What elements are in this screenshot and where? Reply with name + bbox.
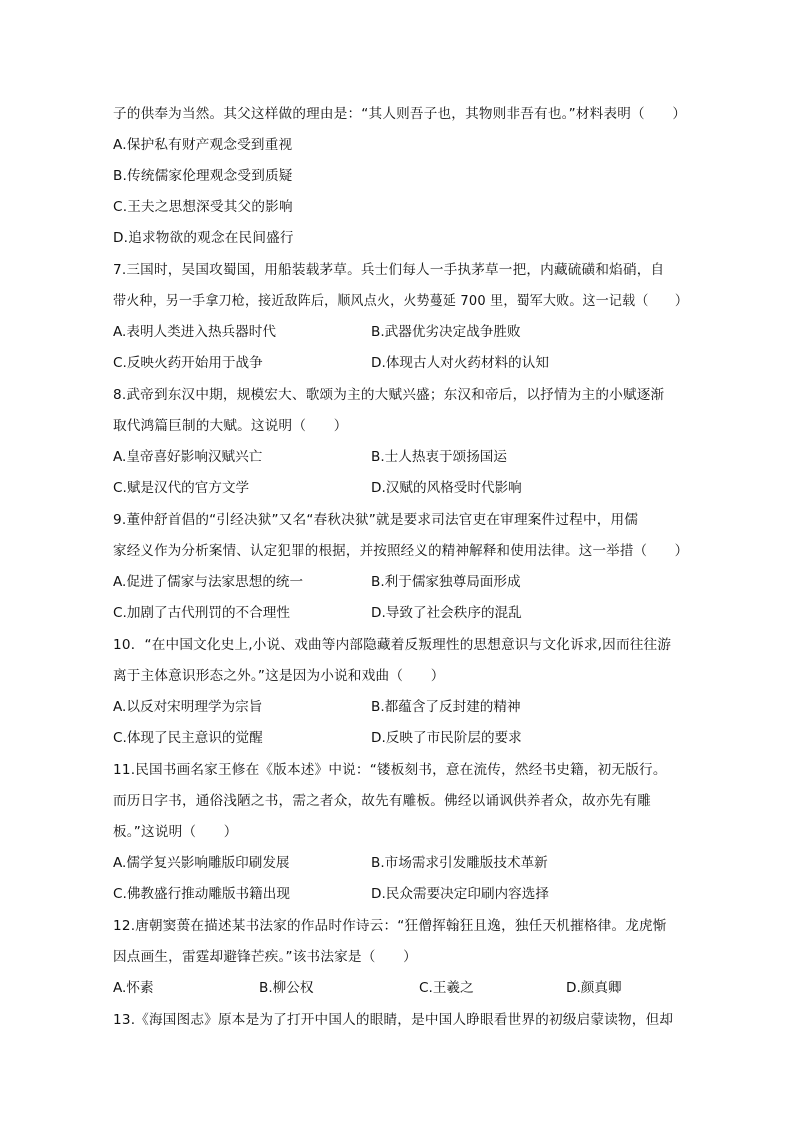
option-a: A.促进了儒家与法家思想的统一 bbox=[113, 574, 304, 590]
question-10-line: 离于主体意识形态之外。”这是因为小说和戏曲（ ） bbox=[113, 668, 445, 684]
option-a: A.表明人类进入热兵器时代 bbox=[113, 324, 276, 340]
option-a: A.儒学复兴影响雕版印刷发展 bbox=[113, 855, 290, 871]
question-9-line: 9.董仲舒首倡的“引经决狱”又名“春秋决狱”就是要求司法官吏在审理案件过程中，用儒 bbox=[113, 512, 639, 528]
option-c: C.佛教盛行推动雕版书籍出现 bbox=[113, 886, 290, 902]
option-d: D.民众需要决定印刷内容选择 bbox=[371, 886, 549, 902]
question-7-line: 7.三国时，吴国攻蜀国，用船装载茅草。兵士们每人一手执茅草一把，内藏硫磺和焰硝，自 bbox=[113, 262, 665, 278]
option-b: B.传统儒家伦理观念受到质疑 bbox=[113, 168, 293, 184]
option-b: B.士人热衷于颂扬国运 bbox=[371, 449, 507, 465]
option-b: B.武器优劣决定战争胜败 bbox=[371, 324, 521, 340]
option-d: D.反映了市民阶层的要求 bbox=[371, 730, 522, 746]
option-b: B.利于儒家独尊局面形成 bbox=[371, 574, 521, 590]
question-13-line: 13.《海国图志》原本是为了打开中国人的眼睛，是中国人睁眼看世界的初级启蒙读物，但却 bbox=[113, 1012, 674, 1028]
option-d: D.汉赋的风格受时代影响 bbox=[371, 480, 522, 496]
option-c: C.体现了民主意识的觉醒 bbox=[113, 730, 263, 746]
option-d: D.体现古人对火药材料的认知 bbox=[371, 355, 549, 371]
option-a: A.以反对宋明理学为宗旨 bbox=[113, 699, 263, 715]
question-11-line: 而历日字书，通俗浅陋之书，需之者众，故先有雕板。佛经以诵讽供养者众，故亦先有雕 bbox=[113, 793, 651, 809]
option-b: B.市场需求引发雕版技术革新 bbox=[371, 855, 548, 871]
option-c: C.反映火药开始用于战争 bbox=[113, 355, 263, 371]
question-11-line: 11.民国书画名家王修在《版本述》中说：“镂板刻书，意在流传，然经书史籍，初无版行。 bbox=[113, 762, 667, 778]
option-a: A.怀素 bbox=[113, 980, 154, 996]
question-12-line: 因点画生，雷霆却避锋芒疾。”该书法家是（ ） bbox=[113, 949, 417, 965]
question-8-line: 取代鸿篇巨制的大赋。这说明（ ） bbox=[113, 418, 348, 434]
option-c: C.王羲之 bbox=[419, 980, 474, 996]
option-d: D.颜真卿 bbox=[566, 980, 622, 996]
option-d: D.导致了社会秩序的混乱 bbox=[371, 605, 522, 621]
option-c: C.赋是汉代的官方文学 bbox=[113, 480, 250, 496]
option-d: D.追求物欲的观念在民间盛行 bbox=[113, 230, 294, 246]
option-b: B.柳公权 bbox=[259, 980, 314, 996]
text-line: 子的供奉为当然。其父这样做的理由是：“其人则吾子也，其物则非吾有也。”材料表明（ ） bbox=[113, 106, 687, 122]
option-c: C.王夫之思想深受其父的影响 bbox=[113, 199, 293, 215]
question-7-line: 带火种，另一手拿刀枪，接近敌阵后，顺风点火，火势蔓延 700 里，蜀军大败。这一记载（ ） bbox=[113, 293, 689, 309]
question-11-line: 板。”这说明（ ） bbox=[113, 824, 238, 840]
option-a: A.皇帝喜好影响汉赋兴亡 bbox=[113, 449, 263, 465]
option-c: C.加剧了古代刑罚的不合理性 bbox=[113, 605, 290, 621]
question-10-line: 10．“在中国文化史上,小说、戏曲等内部隐藏着反叛理性的思想意识与文化诉求,因而往往游 bbox=[113, 637, 672, 653]
option-a: A.保护私有财产观念受到重视 bbox=[113, 137, 293, 153]
question-12-line: 12.唐朝窦蒉在描述某书法家的作品时作诗云：“狂僧挥翰狂且逸，独任天机摧格律。龙虎惭 bbox=[113, 918, 667, 934]
question-8-line: 8.武帝到东汉中期，规模宏大、歌颂为主的大赋兴盛；东汉和帝后，以抒情为主的小赋逐渐 bbox=[113, 387, 665, 403]
option-b: B.都蕴含了反封建的精神 bbox=[371, 699, 521, 715]
question-9-line: 家经义作为分析案情、认定犯罪的根据，并按照经义的精神解释和使用法律。这一举措（ ） bbox=[113, 543, 689, 559]
